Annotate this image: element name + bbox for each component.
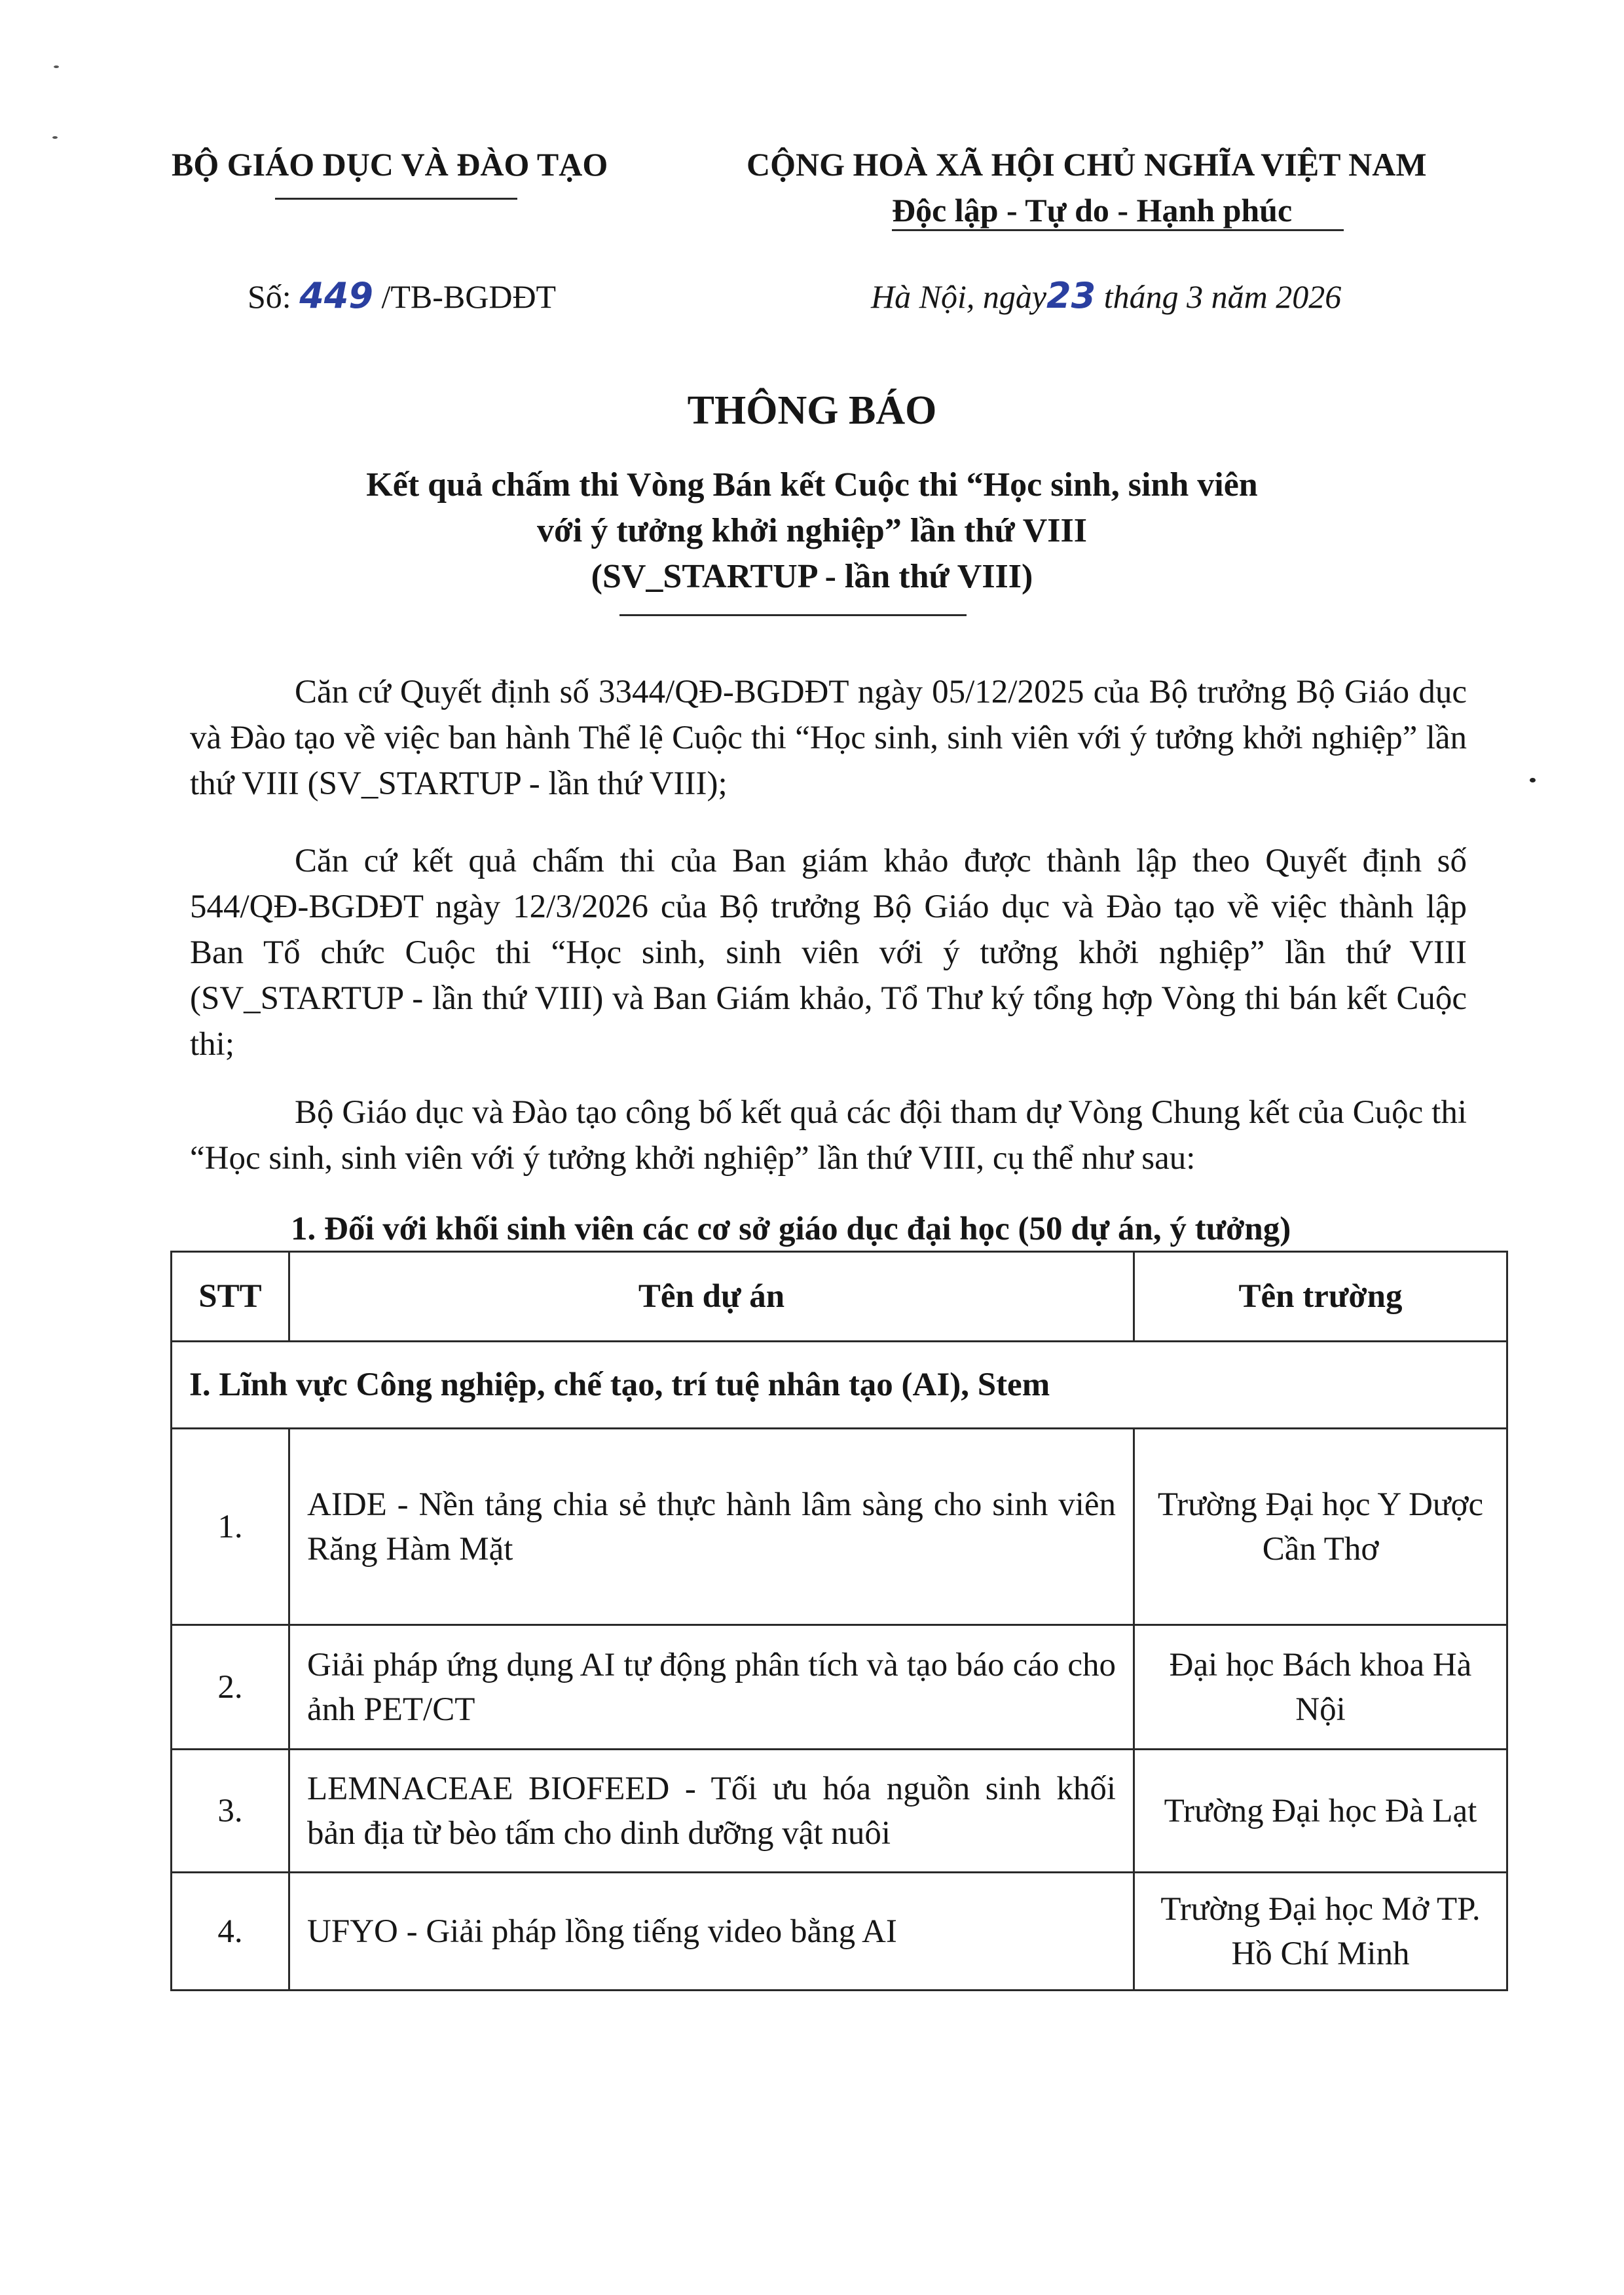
date-suffix: tháng 3 năm 2026 xyxy=(1103,278,1342,315)
paragraph-announcement xyxy=(190,1090,1467,1181)
table-row xyxy=(172,1750,1507,1873)
row-school-name: Đại học Bách khoa Hà Nội xyxy=(1134,1625,1507,1750)
row-project-name: LEMNACEAE BIOFEED - Tối ưu hóa nguồn sinh khối bản địa từ bèo tấm cho dinh dưỡng vật nuôi xyxy=(289,1750,1134,1873)
row-project-name: UFYO - Giải pháp lồng tiếng video bằng AI xyxy=(289,1873,1134,1991)
row-stt: 4. xyxy=(172,1873,289,1991)
table-row xyxy=(172,1429,1507,1625)
row-stt: 3. xyxy=(172,1750,289,1873)
row-school-name: Trường Đại học Mở TP. Hồ Chí Minh xyxy=(1134,1873,1507,1991)
paragraph-text: Căn cứ kết quả chấm thi của Ban giám khảo được thành lập theo Quyết định số 544/QĐ-BGDĐT ngày 12/3/2026 của Bộ trưởng Bộ Giáo dục và Đào tạo về việc thành lập Ban Tổ chức Cuộc thi “Học sinh, sinh viên với ý tưởng khởi nghiệp” lần thứ VIII (SV_STARTUP - lần thứ VIII) và Ban Giám khảo, Tổ Thư ký tổng hợp Vòng thi bán kết Cuộc thi; xyxy=(190,843,1467,1063)
scan-speck xyxy=(54,65,59,68)
title-underline xyxy=(619,614,967,616)
row-project-name: AIDE - Nền tảng chia sẻ thực hành lâm sàng cho sinh viên Răng Hàm Mặt xyxy=(289,1429,1134,1625)
table-header-row xyxy=(172,1252,1507,1342)
date-prefix: Hà Nội, ngày xyxy=(871,278,1047,315)
document-title: THÔNG BÁO xyxy=(687,388,937,433)
ministry-name: BỘ GIÁO DỤC VÀ ĐÀO TẠO xyxy=(172,146,608,183)
header-project-name: Tên dự án xyxy=(289,1252,1134,1342)
number-prefix: Số: xyxy=(248,278,291,315)
header-school-name: Tên trường xyxy=(1134,1252,1507,1342)
header-stt: STT xyxy=(172,1252,289,1342)
subtitle-line-1: Kết quả chấm thi Vòng Bán kết Cuộc thi “Học sinh, sinh viên xyxy=(366,466,1258,504)
ministry-underline xyxy=(275,198,517,200)
category-row xyxy=(172,1342,1507,1429)
motto-underline xyxy=(892,229,1344,231)
row-project-name: Giải pháp ứng dụng AI tự động phân tích và tạo báo cáo cho ảnh PET/CT xyxy=(289,1625,1134,1750)
table-row xyxy=(172,1873,1507,1991)
motto: Độc lập - Tự do - Hạnh phúc xyxy=(892,192,1293,229)
category-label: I. Lĩnh vực Công nghiệp, chế tạo, trí tuệ nhân tạo (AI), Stem xyxy=(172,1342,1507,1429)
handwritten-day: 23 xyxy=(1046,275,1096,316)
results-table xyxy=(170,1251,1508,1991)
table-row xyxy=(172,1625,1507,1750)
row-school-name: Trường Đại học Y Dược Cần Thơ xyxy=(1134,1429,1507,1625)
country-name: CỘNG HOÀ XÃ HỘI CHỦ NGHĨA VIỆT NAM xyxy=(747,146,1427,183)
paragraph-text: Căn cứ Quyết định số 3344/QĐ-BGDĐT ngày 05/12/2025 của Bộ trưởng Bộ Giáo dục và Đào tạo về việc ban hành Thể lệ Cuộc thi “Học sinh, sinh viên với ý tưởng khởi nghiệp” lần thứ VIII (SV_STARTUP - lần thứ VIII); xyxy=(190,674,1467,802)
subtitle-line-3: (SV_STARTUP - lần thứ VIII) xyxy=(591,558,1033,595)
number-suffix: /TB-BGDĐT xyxy=(381,278,557,315)
row-stt: 2. xyxy=(172,1625,289,1750)
document-date xyxy=(871,275,1341,316)
row-school-name: Trường Đại học Đà Lạt xyxy=(1134,1750,1507,1873)
scan-speck xyxy=(52,136,58,139)
handwritten-number: 449 xyxy=(299,275,373,316)
section-heading: 1. Đối với khối sinh viên các cơ sở giáo dục đại học (50 dự án, ý tưởng) xyxy=(291,1211,1291,1247)
row-stt: 1. xyxy=(172,1429,289,1625)
document-number xyxy=(248,275,556,316)
paragraph-legal-basis-1 xyxy=(190,669,1467,807)
scan-speck xyxy=(1530,778,1536,782)
paragraph-text: Bộ Giáo dục và Đào tạo công bố kết quả các đội tham dự Vòng Chung kết của Cuộc thi “Học sinh, sinh viên với ý tưởng khởi nghiệp” lần thứ VIII, cụ thể như sau: xyxy=(190,1094,1467,1177)
subtitle-line-2: với ý tưởng khởi nghiệp” lần thứ VIII xyxy=(537,512,1087,549)
paragraph-legal-basis-2 xyxy=(190,838,1467,1067)
